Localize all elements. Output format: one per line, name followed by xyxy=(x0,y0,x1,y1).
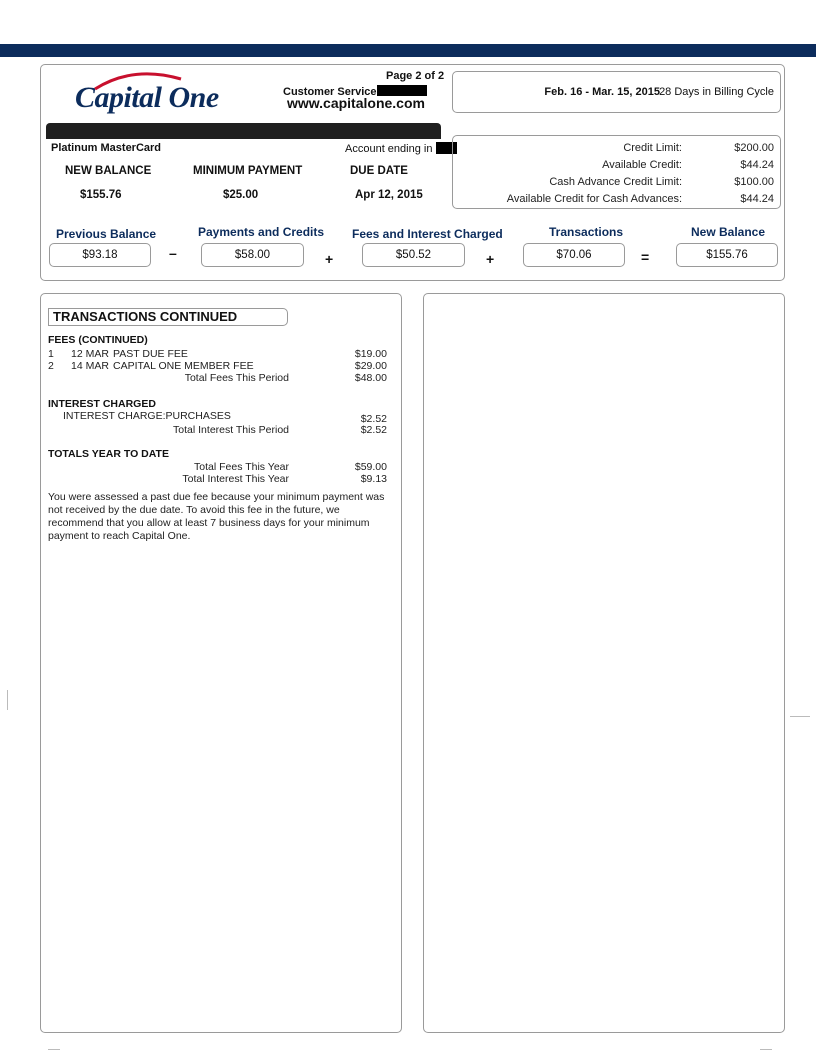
cash-advance-limit-label: Cash Advance Credit Limit: xyxy=(549,176,682,188)
page-number: Page 2 of 2 xyxy=(386,70,445,82)
previous-balance-label: Previous Balance xyxy=(56,227,157,241)
margin-mark-bottom-left xyxy=(48,1049,60,1050)
fee-row-num: 1 xyxy=(48,348,54,360)
card-name: Platinum MasterCard xyxy=(51,142,162,154)
payments-credits-box: $58.00 xyxy=(201,243,304,267)
account-ending-label: Account ending in xyxy=(345,143,433,155)
transactions-panel xyxy=(40,293,402,1033)
available-credit-value: $44.24 xyxy=(740,159,774,171)
margin-mark-bottom-right xyxy=(760,1049,772,1050)
transactions-title: TRANSACTIONS CONTINUED xyxy=(48,308,288,326)
ytd-fees-label: Total Fees This Year xyxy=(194,461,289,473)
header-bar xyxy=(0,44,816,57)
transactions-label: Transactions xyxy=(549,225,624,239)
capital-one-logo xyxy=(75,81,219,115)
due-date-value: Apr 12, 2015 xyxy=(355,189,423,201)
customer-service-label: Customer Service xyxy=(283,86,377,98)
fees-interest-box: $50.52 xyxy=(362,243,465,267)
available-cash-advance-value: $44.24 xyxy=(740,193,774,205)
credit-limit-label: Credit Limit: xyxy=(623,142,682,154)
fee-row-desc: CAPITAL ONE MEMBER FEE xyxy=(113,360,254,372)
payments-credits-label: Payments and Credits xyxy=(198,225,325,239)
new-balance-flow-label: New Balance xyxy=(691,225,766,239)
fee-row-date: 14 MAR xyxy=(71,360,109,372)
statement-summary-panel xyxy=(40,64,785,281)
fee-row-amount: $19.00 xyxy=(354,348,387,360)
minimum-payment-value: $25.00 xyxy=(223,189,259,201)
credit-limits-box xyxy=(452,135,781,209)
new-balance-value: $155.76 xyxy=(80,189,122,201)
total-fees-label: Total Fees This Period xyxy=(184,372,289,384)
new-balance-label: NEW BALANCE xyxy=(65,165,152,177)
fee-row-amount: $29.00 xyxy=(354,360,387,372)
ytd-header: TOTALS YEAR TO DATE xyxy=(48,448,169,460)
available-credit-label: Available Credit: xyxy=(602,159,682,171)
minimum-payment-label: MINIMUM PAYMENT xyxy=(193,165,303,177)
logo-swoosh-icon xyxy=(93,71,183,91)
interest-amount: $2.52 xyxy=(360,413,387,425)
blank-panel xyxy=(423,293,785,1033)
due-date-label: DUE DATE xyxy=(350,165,408,177)
logo-wordmark: Capital One xyxy=(75,81,219,114)
account-header-band xyxy=(46,123,441,139)
margin-mark-left xyxy=(7,690,8,710)
billing-cycle-days: 28 Days in Billing Cycle xyxy=(659,86,774,98)
margin-mark-right xyxy=(790,716,810,717)
ytd-fees-value: $59.00 xyxy=(354,461,387,473)
fee-row-desc: PAST DUE FEE xyxy=(113,348,188,360)
available-cash-advance-label: Available Credit for Cash Advances: xyxy=(506,193,682,205)
new-balance-box: $155.76 xyxy=(676,243,778,267)
fee-row-date: 12 MAR xyxy=(71,348,109,360)
plus-operator-2: + xyxy=(486,251,495,267)
interest-desc: INTEREST CHARGE:PURCHASES xyxy=(63,410,231,422)
total-fees-value: $48.00 xyxy=(354,372,387,384)
billing-period-box xyxy=(452,71,781,113)
total-interest-label: Total Interest This Period xyxy=(173,424,289,436)
total-interest-value: $2.52 xyxy=(360,424,387,436)
cash-advance-limit-value: $100.00 xyxy=(734,176,774,188)
ytd-interest-label: Total Interest This Year xyxy=(182,473,289,485)
fees-header: FEES (CONTINUED) xyxy=(48,334,148,346)
account-ending xyxy=(345,142,457,155)
transactions-box: $70.06 xyxy=(523,243,625,267)
ytd-interest-value: $9.13 xyxy=(360,473,387,485)
previous-balance-box: $93.18 xyxy=(49,243,151,267)
equals-operator: = xyxy=(641,249,650,265)
past-due-note: You were assessed a past due fee because your minimum payment was not received by the due date. To avoid this fee in the future, we recommend that you allow at least 7 business days for your minimum payment to reach Capital One. xyxy=(48,491,385,542)
fees-interest-label: Fees and Interest Charged xyxy=(352,227,503,241)
interest-header: INTEREST CHARGED xyxy=(48,398,156,410)
website-link[interactable]: www.capitalone.com xyxy=(287,95,425,111)
credit-limit-value: $200.00 xyxy=(734,142,774,154)
fee-row-num: 2 xyxy=(48,360,54,372)
minus-operator: – xyxy=(169,245,177,261)
plus-operator: + xyxy=(325,251,334,267)
billing-period: Feb. 16 - Mar. 15, 2015 xyxy=(544,86,660,98)
